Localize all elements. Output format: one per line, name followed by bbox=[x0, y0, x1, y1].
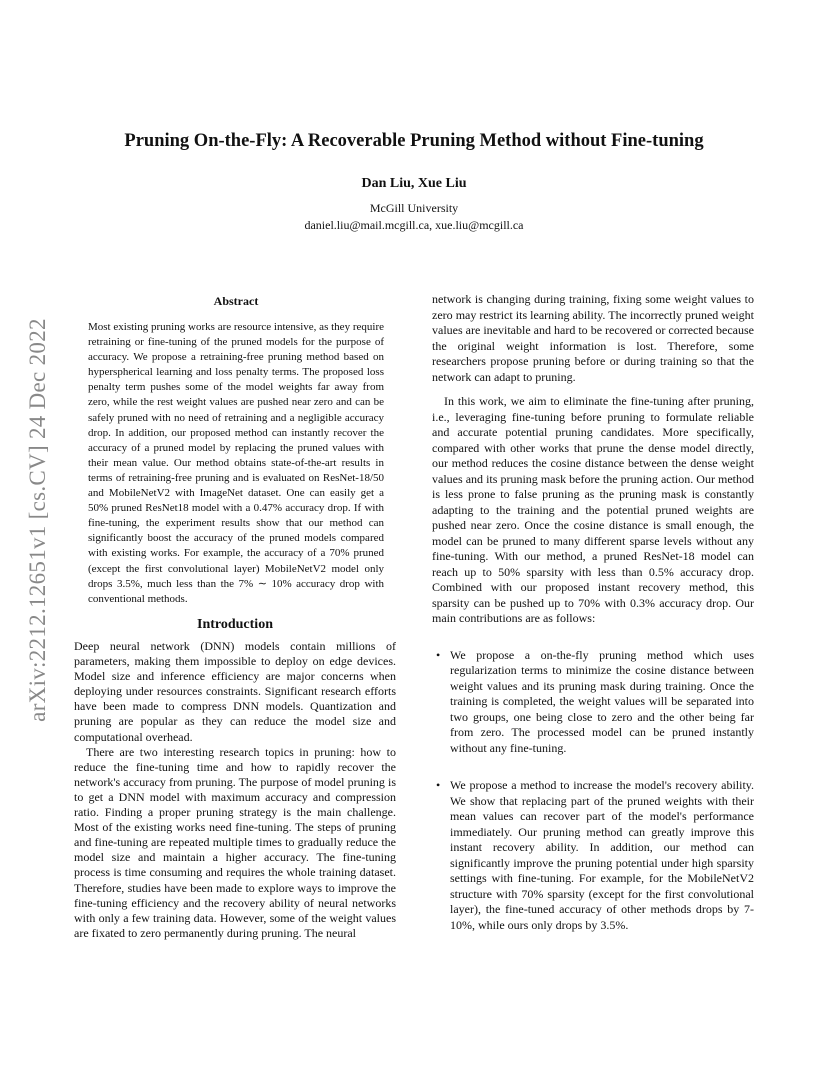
paper-authors: Dan Liu, Xue Liu bbox=[361, 176, 467, 191]
affiliation: McGill University bbox=[369, 201, 459, 215]
right-column-body bbox=[432, 292, 754, 955]
author-affiliation-block bbox=[0, 200, 828, 234]
contribution-text: We propose a on-the-fly pruning method which uses regularization terms to minimize the cosine distance between weight values and its pruning mask during training. Once the training is completed, the weight values will be separated into two groups, one being close to zero and the other being far from zero. The processed model can be pruned instantly without any fine-tuning. bbox=[450, 647, 754, 755]
left-column-body bbox=[74, 639, 396, 941]
arxiv-id: arXiv:2212.12651v1 [cs.CV] 24 Dec 2022 bbox=[25, 318, 50, 722]
intro-paragraph-1: Deep neural network (DNN) models contain millions of parameters, making them impossible to deploy on edge devices. Model size and inference efficiency are major concerns when deploying under resources constraints. Significant research efforts have been made to compress DNN models. Quantization and pruning are popular as they can reduce the model size and computational overhead. bbox=[74, 639, 396, 744]
list-item bbox=[432, 778, 754, 933]
introduction-heading: Introduction bbox=[197, 617, 273, 632]
list-item bbox=[432, 648, 754, 757]
contributions-list bbox=[432, 648, 754, 934]
bullet-icon: • bbox=[436, 778, 441, 792]
abstract-text: Most existing pruning works are resource intensive, as they require retraining or fine-tuning of the pruned models for the purpose of accuracy. We propose a retraining-free pruning method based on hyperspherical learning and loss penalty terms. The proposed loss penalty term pushes some of the model weights far away from zero, while the rest weight values are pushed near zero and can be safely pruned with no need of retraining and a negligible accuracy drop. In addition, our proposed method can instantly recover the accuracy of a pruned model by replacing the pruned values with their mean value. Our method obtains state-of-the-art results in terms of retraining-free pruning and is evaluated on ResNet-18/50 and MobileNetV2 with ImageNet dataset. One can easily get a 50% pruned ResNet18 model with a 0.47% accuracy drop. If with fine-tuning, the experiment results show that our method can significantly boost the accuracy of the pruned models compared with existing works. For example, the accuracy of a 70% pruned (except the first convolutional layer) MobileNetV2 model only drops 3.5%, much less than the 7% ∼ 10% accuracy drop with conventional methods. bbox=[88, 321, 384, 605]
bullet-icon: • bbox=[436, 647, 441, 662]
intro-paragraph-3: network is changing during training, fixing some weight values to zero may restrict its learning ability. The incorrectly pruned weight values are inevitable and hard to be recovered or corrected because the original weight information is lost. Therefore, some researchers propose pruning before or during training so that the network can adapt to pruning. bbox=[432, 292, 754, 384]
contribution-text: We propose a method to increase the model's recovery ability. We show that replacing part of the pruned weights with their mean values can recover part of the model's performance immediately. Our pruning method can greatly improve this instant recovery ability. In addition, our method can significantly improve the pruning potential under high sparsity settings with fine-tuning. For example, for the MobileNetV2 structure with 70% sparsity (except for the first convolutional layer), the fine-tuned accuracy of other methods drops by 7-10%, while ours only drops by 3.5%. bbox=[450, 778, 754, 932]
abstract-body bbox=[88, 320, 384, 607]
intro-paragraph-4: In this work, we aim to eliminate the fine-tuning after pruning, i.e., leveraging fine-tuning before pruning to formulate reliable and accurate potential pruning candidates. More specifically, compared with other works that prune the dense model directly, our method reduces the cosine distance between the dense weight values and its pruning mask before the pruning action. Our method is less prone to false pruning as the pruning mask is constantly adapting to the training and the potential pruned weights are pushed near zero. Once the cosine distance is small enough, the model can be pruned to many different sparse levels without any fine-tuning. With our method, a pruned ResNet-18 model can reach up to 50% sparsity with less than 0.5% accuracy drop. Combined with our proposed instant recovery method, this sparsity can be pushed up to 70% with 0.3% accuracy drop. Our main contributions are as follows: bbox=[432, 394, 754, 625]
abstract-heading: Abstract bbox=[213, 294, 259, 308]
author-emails: daniel.liu@mail.mcgill.ca, xue.liu@mcgill.ca bbox=[304, 218, 524, 232]
intro-paragraph-2: There are two interesting research topics in pruning: how to reduce the fine-tuning time and how to rapidly recover the network's accuracy from pruning. The purpose of model pruning is to get a DNN model with maximum accuracy and compression ratio. Finding a proper pruning strategy is the main challenge. Most of the existing works need fine-tuning. The steps of pruning and fine-tuning are repeated multiple times to gradually reduce the model size and maintain a higher accuracy. The fine-tuning process is time consuming and requires the whole training dataset. Therefore, studies have been made to explore ways to improve the fine-tuning efficiency and the recovery ability of neural networks with only a few training data. However, some of the weight values are fixated to zero permanently during pruning. The neural bbox=[74, 744, 396, 940]
arxiv-watermark bbox=[23, 285, 49, 755]
paper-title: Pruning On-the-Fly: A Recoverable Pruning Method without Fine-tuning bbox=[124, 131, 704, 151]
